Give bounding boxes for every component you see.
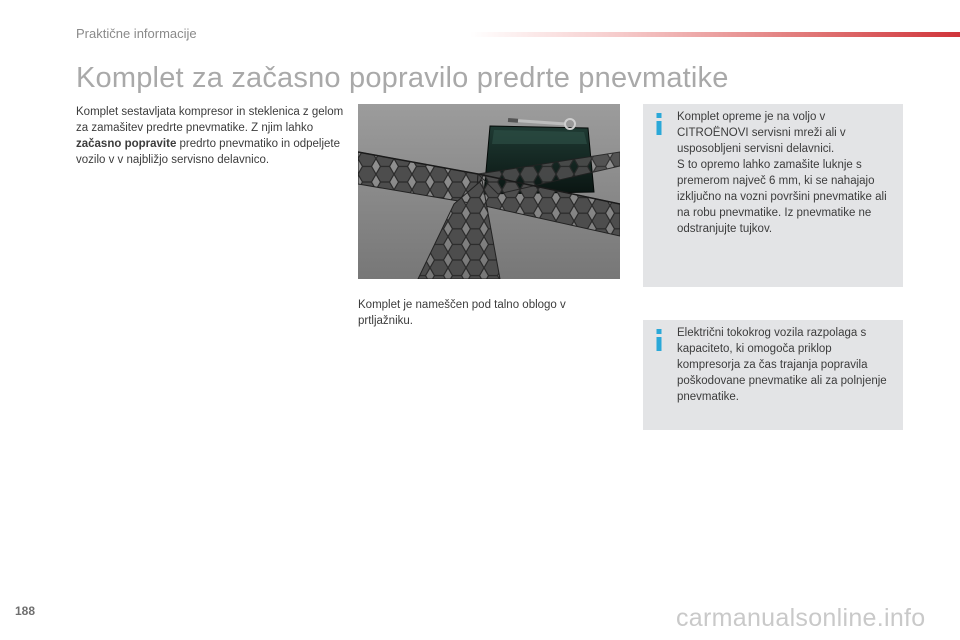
info-text-availability	[677, 109, 895, 237]
info-text-line: S to opremo lahko zamašite luknje s premerom največ 6 mm, ki se nahajajo izključno na vozni površini pnevmatike ali na robu pnevmatike. Iz pnevmatike ne odstranjujte tujkov.	[677, 159, 887, 235]
section-title: Praktične informacije	[76, 26, 197, 41]
watermark: carmanualsonline.info	[676, 604, 926, 632]
trunk-photo	[358, 104, 620, 279]
intro-paragraph	[76, 104, 346, 168]
header-accent-bar	[470, 32, 960, 37]
info-icon	[653, 113, 665, 135]
intro-text-2: predrto pnevmatiko in odpeljete vozilo v v najbližjo servisno delavnico.	[76, 138, 340, 166]
photo-caption: Komplet je nameščen pod talno oblogo v prtljažniku.	[358, 299, 566, 327]
info-text-line: Komplet opreme je na voljo v CITROËNOVI servisni mreži ali v usposobljeni servisni delavnici.	[677, 111, 846, 155]
info-box-electrical	[643, 320, 903, 430]
intro-text-1: Komplet sestavljata kompresor in steklenica z gelom za zamašitev predrte pnevmatike. Z njim lahko	[76, 106, 344, 134]
page-title: Komplet za začasno popravilo predrte pnevmatike	[76, 62, 729, 94]
info-box-availability	[643, 104, 903, 287]
info-icon	[653, 329, 665, 351]
intro-bold-text: začasno popravite	[76, 138, 177, 150]
info-text-electrical: Električni tokokrog vozila razpolaga s kapaciteto, ki omogoča priklop kompresorja za čas trajanja popravila poškodovane pnevmatike ali za polnjenje pnevmatike.	[677, 327, 887, 403]
page-number: 188	[15, 604, 36, 618]
